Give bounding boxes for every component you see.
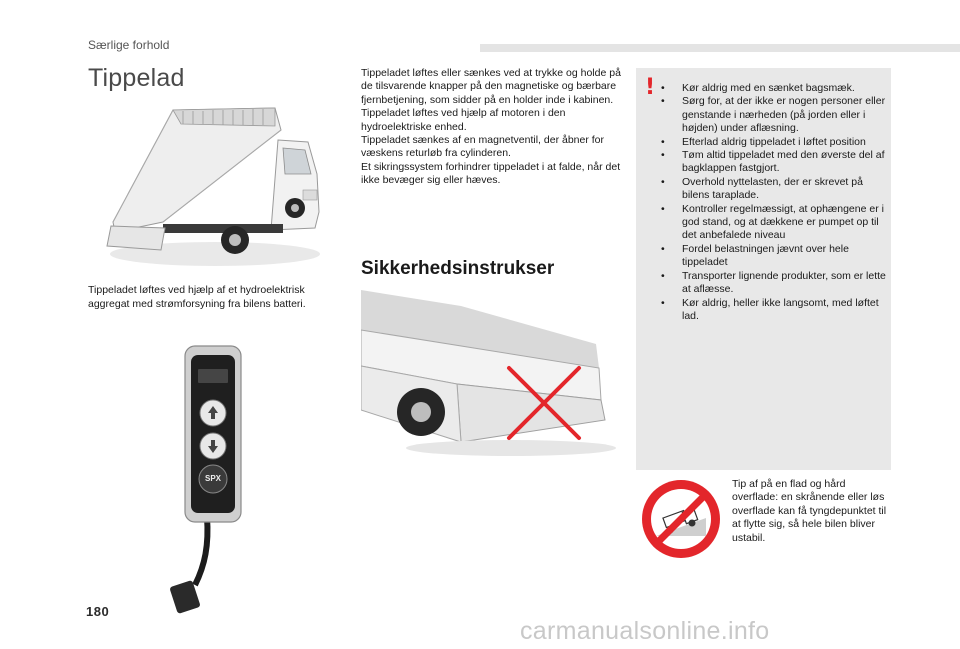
intro-paragraph: Tippeladet løftes eller sænkes ved at trykke og holde på de tilsvarende knapper på den magnetiske og bærbare fjernbetjening, som sidder på en holder inde i kabinen. — [361, 67, 621, 106]
list-item: • Sørg for, at der ikke er nogen personer eller genstande i nærheden (på jorden eller i højden) under aflæsning. — [661, 95, 889, 135]
list-item: • Kør aldrig med en sænket bagsmæk. — [661, 82, 889, 95]
list-item: • Transporter lignende produkter, som er lette at aflæsse. — [661, 270, 889, 297]
page-title: Tippelad — [88, 64, 185, 92]
page-number: 180 — [86, 604, 110, 619]
exclamation-icon: ! — [645, 75, 656, 100]
header-bar — [480, 44, 960, 52]
intro-text — [361, 67, 621, 188]
list-item: • Kør aldrig, heller ikke langsomt, med løftet lad. — [661, 297, 889, 324]
intro-paragraph: Tippeladet løftes ved hjælp af motoren i den hydroelektriske enhed. — [361, 107, 566, 133]
tipper-truck-illustration — [103, 104, 323, 270]
lowered-tailgate-illustration — [361, 290, 621, 460]
list-item: • Efterlad aldrig tippeladet i løftet position — [661, 136, 889, 149]
list-item: • Overhold nyttelasten, der er skrevet på bilens taraplade. — [661, 176, 889, 203]
list-item: • Kontroller regelmæssigt, at ophængene er i god stand, og at dækkene er pumpet op til det anbefalede niveau — [661, 203, 889, 243]
no-slope-tipping-icon — [640, 478, 722, 560]
list-item: • Tøm altid tippeladet med den øverste del af bagklappen fastgjort. — [661, 149, 889, 176]
list-item: • Fordel belastningen jævnt over hele tippeladet — [661, 243, 889, 270]
section-title: Særlige forhold — [88, 38, 170, 52]
watermark: carmanualsonline.info — [520, 617, 770, 645]
truck-caption: Tippeladet løftes ved hjælp af et hydroelektrisk aggregat med strømforsyning fra bilens batteri. — [88, 284, 306, 310]
tip-text: Tip af på en flad og hård overflade: en skrånende eller løs overflade kan få tyngdepunktet til at flytte sig, så hele bilen bliver ustabil. — [732, 478, 887, 544]
intro-paragraph: Et sikringssystem forhindrer tippeladet i at falde, når det ikke bevæger sig eller hæves. — [361, 160, 621, 187]
remote-spx-label: SPX — [204, 474, 221, 483]
warning-list — [661, 82, 889, 323]
intro-paragraph: Tippeladet sænkes af en magnetventil, der åbner for væskens returløb fra cylinderen. — [361, 134, 605, 160]
safety-heading: Sikkerhedsinstrukser — [361, 258, 555, 279]
